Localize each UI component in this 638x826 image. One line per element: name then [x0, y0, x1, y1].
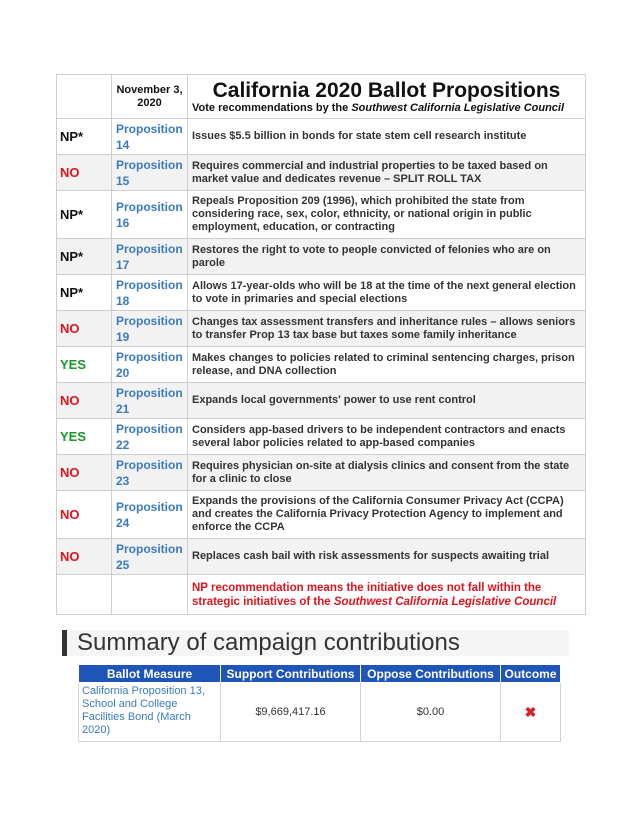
- proposition-row: [57, 275, 586, 311]
- proposition-link[interactable]: Proposition 17: [112, 239, 188, 275]
- proposition-link[interactable]: Proposition 25: [112, 539, 188, 575]
- recommendation: NP*: [57, 275, 112, 311]
- subtitle-org: Southwest California Legislative Council: [351, 102, 565, 114]
- proposition-description: Expands local governments' power to use rent control: [188, 383, 586, 419]
- proposition-row: [57, 311, 586, 347]
- col-oppose[interactable]: Oppose Contributions: [361, 665, 501, 683]
- proposition-description: Allows 17-year-olds who will be 18 at the time of the next general election to vote in primaries and special elections: [188, 275, 586, 311]
- col-ballot-measure[interactable]: Ballot Measure: [79, 665, 221, 683]
- proposition-description: Repeals Proposition 209 (1996), which prohibited the state from considering race, sex, color, ethnicity, or national origin in public employment, education, or contracting: [188, 191, 586, 239]
- proposition-description: Makes changes to policies related to criminal sentencing charges, prison release, and DNA collection: [188, 347, 586, 383]
- proposition-link[interactable]: Proposition 21: [112, 383, 188, 419]
- proposition-link[interactable]: Proposition 15: [112, 155, 188, 191]
- proposition-link[interactable]: Proposition 20: [112, 347, 188, 383]
- recommendation: NO: [57, 455, 112, 491]
- recommendation: NO: [57, 491, 112, 539]
- proposition-link[interactable]: Proposition 24: [112, 491, 188, 539]
- title-cell: [188, 75, 586, 119]
- proposition-description: Issues $5.5 billion in bonds for state stem cell research institute: [188, 119, 586, 155]
- proposition-row: [57, 155, 586, 191]
- contributions-table: [78, 664, 561, 742]
- summary-heading-text: Summary of campaign contributions: [77, 629, 460, 656]
- oppose-amount: $0.00: [361, 683, 501, 742]
- support-amount: $9,669,417.16: [221, 683, 361, 742]
- proposition-description: Restores the right to vote to people convicted of felonies who are on parole: [188, 239, 586, 275]
- note-org: Southwest California Legislative Council: [333, 595, 557, 608]
- proposition-link[interactable]: Proposition 16: [112, 191, 188, 239]
- proposition-row: [57, 455, 586, 491]
- outcome-cell: [501, 683, 561, 742]
- recommendation: YES: [57, 347, 112, 383]
- recommendation: NO: [57, 311, 112, 347]
- proposition-row: [57, 539, 586, 575]
- proposition-row: [57, 383, 586, 419]
- proposition-row: [57, 491, 586, 539]
- recommendation: NO: [57, 539, 112, 575]
- recommendation: NP*: [57, 239, 112, 275]
- proposition-description: Requires commercial and industrial properties to be taxed based on market value and dedicates revenue – SPLIT ROLL TAX: [188, 155, 586, 191]
- proposition-link[interactable]: Proposition 19: [112, 311, 188, 347]
- recommendation: NP*: [57, 191, 112, 239]
- proposition-link[interactable]: Proposition 18: [112, 275, 188, 311]
- header-empty-cell: [57, 75, 112, 119]
- recommendation: YES: [57, 419, 112, 455]
- note-text: NP recommendation means the initiative does not fall within the strategic initiatives of the: [192, 581, 542, 608]
- proposition-row: [57, 419, 586, 455]
- proposition-link[interactable]: Proposition 23: [112, 455, 188, 491]
- proposition-description: Replaces cash bail with risk assessments for suspects awaiting trial: [188, 539, 586, 575]
- proposition-row: [57, 347, 586, 383]
- note-empty-cell: [57, 575, 112, 615]
- proposition-link[interactable]: Proposition 14: [112, 119, 188, 155]
- subtitle-prefix: Vote recommendations by the: [192, 102, 352, 114]
- proposition-row: [57, 239, 586, 275]
- proposition-description: Considers app-based drivers to be independent contractors and enacts several labor policies related to app-based companies: [188, 419, 586, 455]
- np-footnote: [188, 575, 586, 615]
- page-title: California 2020 Ballot Propositions: [212, 79, 561, 102]
- proposition-row: [57, 191, 586, 239]
- propositions-table: [56, 74, 586, 615]
- proposition-description: Requires physician on-site at dialysis clinics and consent from the state for a clinic to close: [188, 455, 586, 491]
- recommendation: NP*: [57, 119, 112, 155]
- summary-heading: [62, 630, 569, 656]
- recommendation: NO: [57, 155, 112, 191]
- note-empty-cell: [112, 575, 188, 615]
- proposition-description: Expands the provisions of the California Consumer Privacy Act (CCPA) and creates the California Privacy Protection Agency to implement and enforce the CCPA: [188, 491, 586, 539]
- note-row: [57, 575, 586, 615]
- proposition-link[interactable]: Proposition 22: [112, 419, 188, 455]
- proposition-row: [57, 119, 586, 155]
- col-support[interactable]: Support Contributions: [221, 665, 361, 683]
- proposition-description: Changes tax assessment transfers and inheritance rules – allows seniors to transfer Prop 13 tax base but taxes some family inheritance: [188, 311, 586, 347]
- page-subtitle: [188, 102, 585, 115]
- measure-link[interactable]: California Proposition 13, School and College Facilities Bond (March 2020): [79, 683, 221, 742]
- recommendation: NO: [57, 383, 112, 419]
- x-mark-icon: ✖: [524, 703, 537, 720]
- table-row: [79, 683, 561, 742]
- election-date: November 3, 2020: [112, 75, 188, 119]
- col-outcome[interactable]: Outcome: [501, 665, 561, 683]
